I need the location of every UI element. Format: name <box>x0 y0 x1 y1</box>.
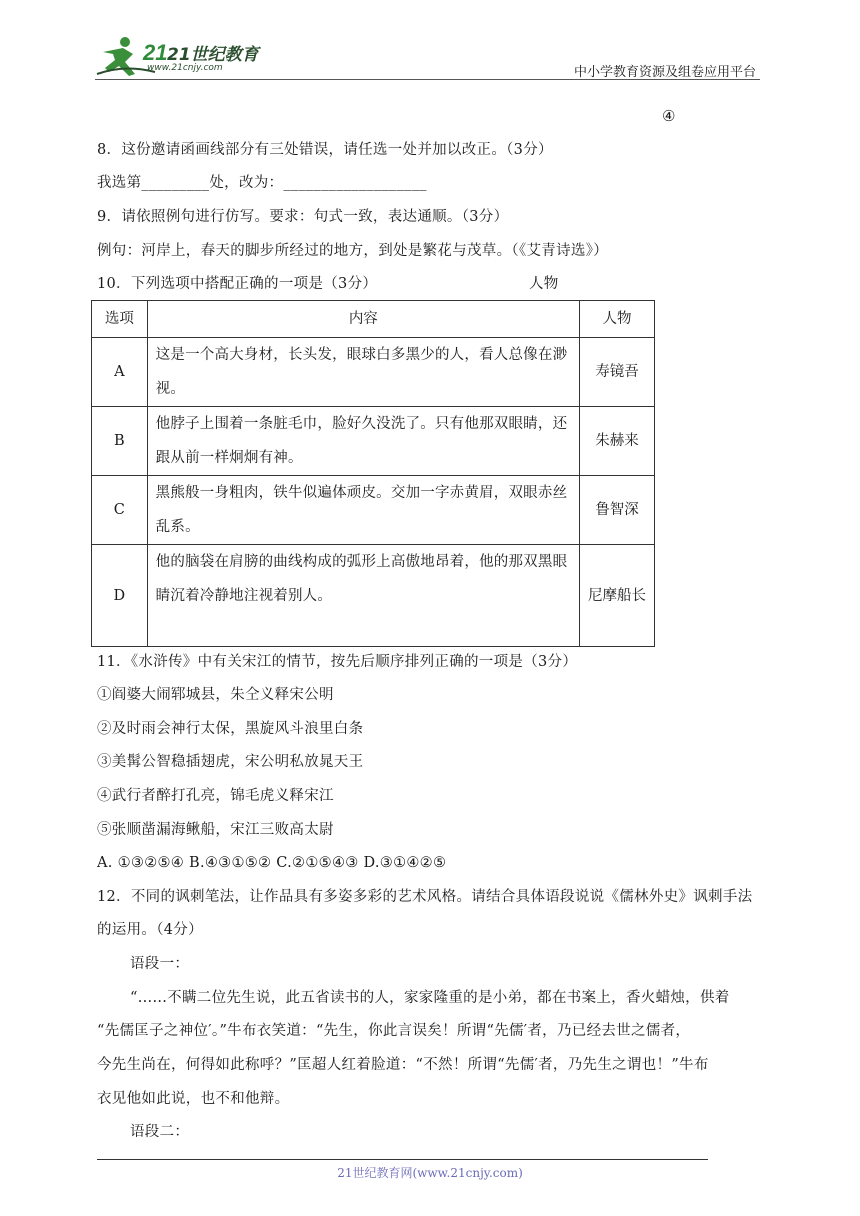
row-option: B <box>92 407 148 476</box>
q12-passage-line: “先儒匡子之神位′。”牛布衣笑道：“先生，你此言误矣！所谓“先儒′者，乃已经去世之儒者， <box>97 1023 691 1039</box>
row-content: 黑熊般一身粗肉，铁牛似遍体顽皮。交加一字赤黄眉，双眼赤丝乱系。 <box>155 485 568 535</box>
q11-item: ②及时雨会神行太保，黑旋风斗浪里白条 <box>97 721 364 737</box>
row-content-cell <box>147 545 579 647</box>
q11-item: ①阎婆大闹郓城县，朱仝义释宋公明 <box>97 687 334 703</box>
q10-table <box>91 300 655 647</box>
row-option: C <box>92 476 148 545</box>
row-content-cell <box>147 476 579 545</box>
q9-question: 9．请依照例句进行仿写。要求：句式一致，表达通顺。（3分） <box>97 209 509 225</box>
q10-question: 10．下列选项中搭配正确的一项是（3分） <box>97 276 378 292</box>
logo-main-text: 21世纪教育 <box>167 45 259 65</box>
row-option: D <box>92 545 148 647</box>
row-person: 寿镜吾 <box>579 338 654 407</box>
q12-question-line2: 的运用。（4分） <box>97 922 203 938</box>
q8-answer-line: 我选第_________处，改为：___________________ <box>97 175 427 191</box>
site-logo <box>95 34 260 78</box>
q11-item: ④武行者醉打孔亮，锦毛虎义释宋江 <box>97 788 334 804</box>
logo-sub-text: www.21cnjy.com <box>147 63 223 73</box>
q11-options: A. ①③②⑤④ B.④③①⑤② C.②①⑤④③ D.③①④②⑤ <box>97 855 447 871</box>
row-person: 尼摩船长 <box>579 545 654 647</box>
row-option: A <box>92 338 148 407</box>
svg-text:21: 21 <box>143 40 168 65</box>
row-content-cell <box>147 407 579 476</box>
table-row <box>92 338 655 407</box>
table-header-row <box>92 301 655 338</box>
q9-example: 例句：河岸上，春天的脚步所经过的地方，到处是繁花与茂草。（《艾青诗选》） <box>97 243 609 259</box>
q12-passage-line: 今先生尚在，何得如此称呼？”匡超人红着脸道：“不然！所谓“先儒′者，乃先生之谓也！”牛布 <box>97 1057 709 1073</box>
footer-link[interactable]: 21世纪教育网(www.21cnjy.com) <box>337 1166 523 1180</box>
q12-question-line1: 12．不同的讽刺笔法，让作品具有多姿多彩的艺术风格。请结合具体语段说说《儒林外史》讽刺手法 <box>97 889 753 905</box>
q8-question: 8．这份邀请函画线部分有三处错误，请任选一处并加以改正。（3分） <box>97 142 553 158</box>
table-header-option: 选项 <box>92 301 148 338</box>
table-row <box>92 476 655 545</box>
row-content: 他的脑袋在肩膀的曲线构成的弧形上高傲地昂着，他的那双黑眼睛沉着冷静地注视着别人。 <box>155 554 568 604</box>
q12-passage1-label: 语段一： <box>130 956 190 972</box>
q11-item: ⑤张顺凿漏海鳅船，宋江三败高太尉 <box>97 822 334 838</box>
top-circled-marker: ④ <box>662 107 676 125</box>
q12-passage2-label: 语段二： <box>130 1124 190 1140</box>
table-header-person: 人物 <box>579 301 654 338</box>
table-header-content: 内容 <box>147 301 579 338</box>
q11-question: 11．《水浒传》中有关宋江的情节，按先后顺序排列正确的一项是（3分） <box>97 654 578 670</box>
header-divider <box>95 79 760 80</box>
q12-passage-line: “......不瞒二位先生说，此五省读书的人，家家隆重的是小弟，都在书案上，香火蜡烛，供着 <box>130 990 730 1006</box>
q11-item: ③美髯公智稳插翅虎，宋公明私放晁天王 <box>97 754 364 770</box>
row-content: 他脖子上围着一条脏毛巾，脸好久没洗了。只有他那双眼睛，还跟从前一样炯炯有神。 <box>155 416 568 466</box>
q10-stray-label: 人物 <box>529 276 559 292</box>
row-person: 鲁智深 <box>579 476 654 545</box>
row-content: 这是一个高大身材，长头发，眼球白多黑少的人，看人总像在渺视。 <box>155 347 568 397</box>
q12-passage-line: 衣见他如此说，也不和他辩。 <box>97 1091 290 1107</box>
table-row <box>92 545 655 647</box>
footer-divider <box>97 1159 708 1160</box>
platform-title: 中小学教育资源及组卷应用平台 <box>574 65 757 80</box>
row-person: 朱赫来 <box>579 407 654 476</box>
row-content-cell <box>147 338 579 407</box>
table-row <box>92 407 655 476</box>
